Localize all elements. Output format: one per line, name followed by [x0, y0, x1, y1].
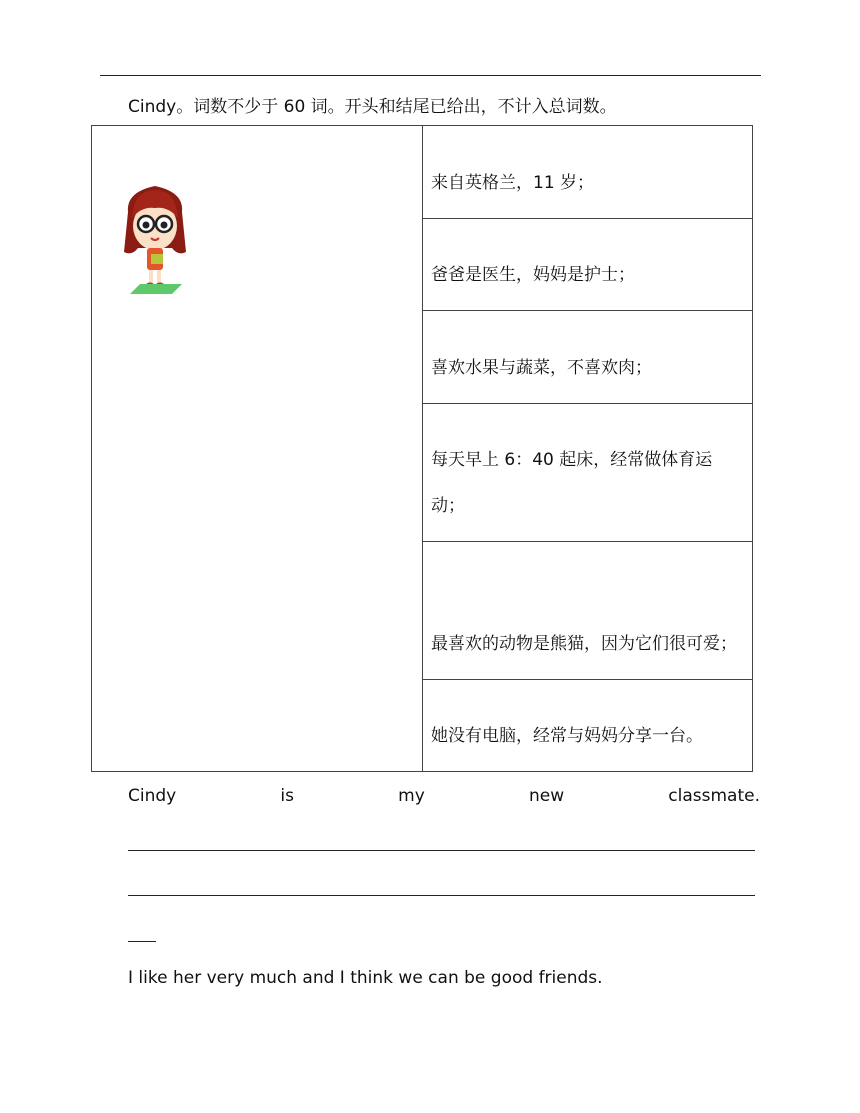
opening-sentence: [128, 786, 760, 806]
instructions-text: Cindy。词数不少于 60 词。开头和结尾已给出，不计入总词数。: [128, 97, 617, 117]
table-row: 喜欢水果与蔬菜，不喜欢肉；: [423, 311, 753, 404]
info-table: [91, 125, 753, 772]
opening-word: is: [280, 786, 294, 806]
table-row: 最喜欢的动物是熊猫，因为它们很可爱；: [423, 542, 753, 680]
opening-word: Cindy: [128, 786, 177, 806]
picture-cell: [92, 126, 423, 772]
answer-blank-line[interactable]: [128, 850, 755, 851]
header-rule: [100, 75, 761, 76]
answer-blank-line[interactable]: [128, 941, 156, 942]
table-row: 来自英格兰，11 岁；: [423, 126, 753, 219]
table-row: 她没有电脑，经常与妈妈分享一台。: [423, 680, 753, 772]
opening-word: classmate.: [668, 786, 760, 806]
table-row: 爸爸是医生，妈妈是护士；: [423, 219, 753, 311]
answer-blank-line[interactable]: [128, 895, 755, 896]
opening-word: new: [528, 786, 565, 806]
table-row: 每天早上 6：40 起床，经常做体育运动；: [423, 404, 753, 542]
opening-word: my: [398, 786, 425, 806]
ending-sentence: I like her very much and I think we can be good friends.: [128, 968, 603, 988]
cartoon-girl-icon: [120, 182, 190, 300]
